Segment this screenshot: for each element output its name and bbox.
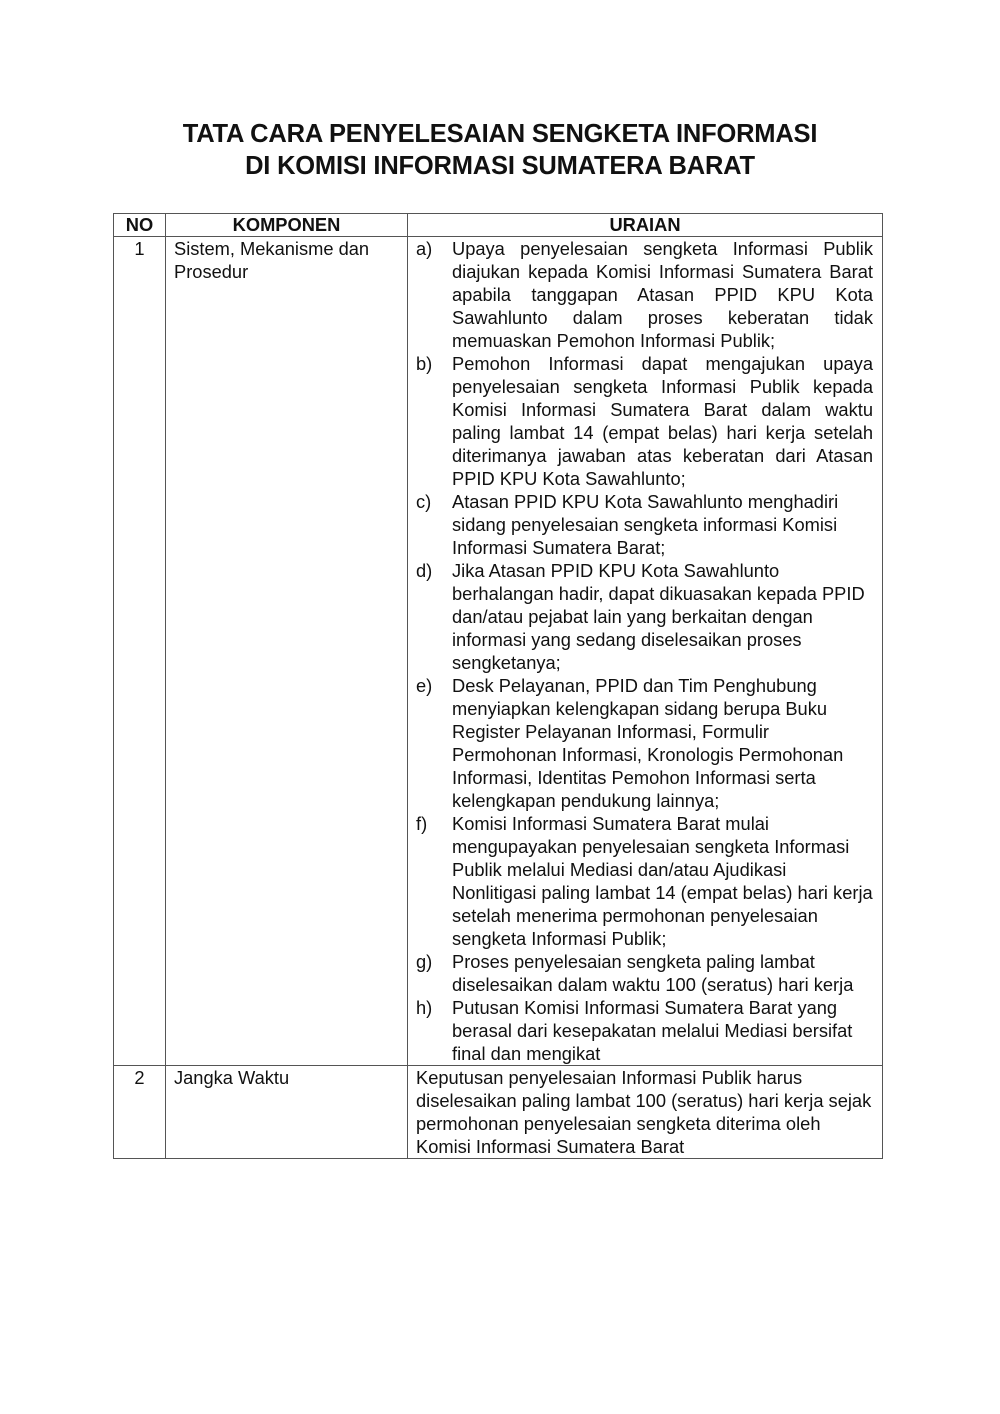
table-row bbox=[114, 237, 883, 1066]
item-label: c) bbox=[416, 491, 432, 512]
item-text: Pemohon Informasi dapat mengajukan upaya penyelesaian sengketa Informasi Publik kepada Komisi Informasi Sumatera Barat dalam waktu paling lambat 14 (empat belas) hari kerja setelah diterimanya jawaban atas keberatan dari Atasan PPID KPU Kota Sawahlunto; bbox=[452, 353, 873, 489]
item-label: a) bbox=[416, 238, 433, 259]
row-uraian bbox=[408, 237, 883, 1066]
item-text: Desk Pelayanan, PPID dan Tim Penghubung menyiapkan kelengkapan sidang berupa Buku Register Pelayanan Informasi, Formulir Permohonan Informasi, Kronologis Permohonan Informasi, Identitas Pemohon Informasi serta kelengkapan pendukung lainnya; bbox=[452, 675, 844, 811]
uraian-list bbox=[416, 237, 873, 1065]
item-text: Putusan Komisi Informasi Sumatera Barat yang berasal dari kesepakatan melalui Mediasi bersifat final dan mengikat bbox=[452, 997, 853, 1064]
list-item bbox=[416, 352, 873, 490]
table-row bbox=[114, 1066, 883, 1159]
list-item bbox=[416, 950, 873, 996]
title-line-2: DI KOMISI INFORMASI SUMATERA BARAT bbox=[245, 152, 755, 180]
row-uraian bbox=[408, 1066, 883, 1159]
item-text: Komisi Informasi Sumatera Barat mulai mengupayakan penyelesaian sengketa Informasi Publik melalui Mediasi dan/atau Ajudikasi Nonlitigasi paling lambat 14 (empat belas) hari kerja setelah menerima permohonan penyelesaian sengketa Informasi Publik; bbox=[452, 813, 873, 949]
list-item bbox=[416, 996, 873, 1065]
komponen-text: Sistem, Mekanisme dan Prosedur bbox=[174, 238, 370, 282]
row-komponen bbox=[166, 1066, 408, 1159]
list-item bbox=[416, 559, 873, 674]
item-label: g) bbox=[416, 951, 433, 972]
item-text: Atasan PPID KPU Kota Sawahlunto menghadiri sidang penyelesaian sengketa informasi Komisi Informasi Sumatera Barat; bbox=[452, 491, 839, 558]
list-item bbox=[416, 490, 873, 559]
item-label: b) bbox=[416, 353, 433, 374]
item-text: Jika Atasan PPID KPU Kota Sawahlunto berhalangan hadir, dapat dikuasakan kepada PPID dan/atau pejabat lain yang berkaitan dengan informasi yang sedang diselesaikan proses sengketanya; bbox=[452, 560, 865, 673]
table-header-row bbox=[114, 214, 883, 237]
item-text: Proses penyelesaian sengketa paling lambat diselesaikan dalam waktu 100 (seratus) hari kerja bbox=[452, 951, 854, 995]
header-no: NO bbox=[114, 214, 166, 237]
item-label: d) bbox=[416, 560, 433, 581]
uraian-text: Keputusan penyelesaian Informasi Publik harus diselesaikan paling lambat 100 (seratus) hari kerja sejak permohonan penyelesaian sengketa diterima oleh Komisi Informasi Sumatera Barat bbox=[416, 1067, 872, 1157]
header-komponen: KOMPONEN bbox=[166, 214, 408, 237]
row-number: 2 bbox=[114, 1066, 166, 1159]
document-title bbox=[0, 118, 1000, 182]
list-item bbox=[416, 237, 873, 352]
header-uraian: URAIAN bbox=[408, 214, 883, 237]
row-komponen bbox=[166, 237, 408, 1066]
item-label: f) bbox=[416, 813, 428, 834]
title-line-1: TATA CARA PENYELESAIAN SENGKETA INFORMASI bbox=[182, 120, 818, 148]
komponen-text: Jangka Waktu bbox=[174, 1067, 290, 1088]
list-item bbox=[416, 812, 873, 950]
item-label: h) bbox=[416, 997, 433, 1018]
item-text: Upaya penyelesaian sengketa Informasi Publik diajukan kepada Komisi Informasi Sumatera Barat apabila tanggapan Atasan PPID KPU Kota Sawahlunto dalam proses keberatan tidak memuaskan Pemohon Informasi Publik; bbox=[452, 238, 873, 351]
row-number: 1 bbox=[114, 237, 166, 1066]
item-label: e) bbox=[416, 675, 433, 696]
list-item bbox=[416, 674, 873, 812]
procedure-table bbox=[113, 213, 883, 1159]
